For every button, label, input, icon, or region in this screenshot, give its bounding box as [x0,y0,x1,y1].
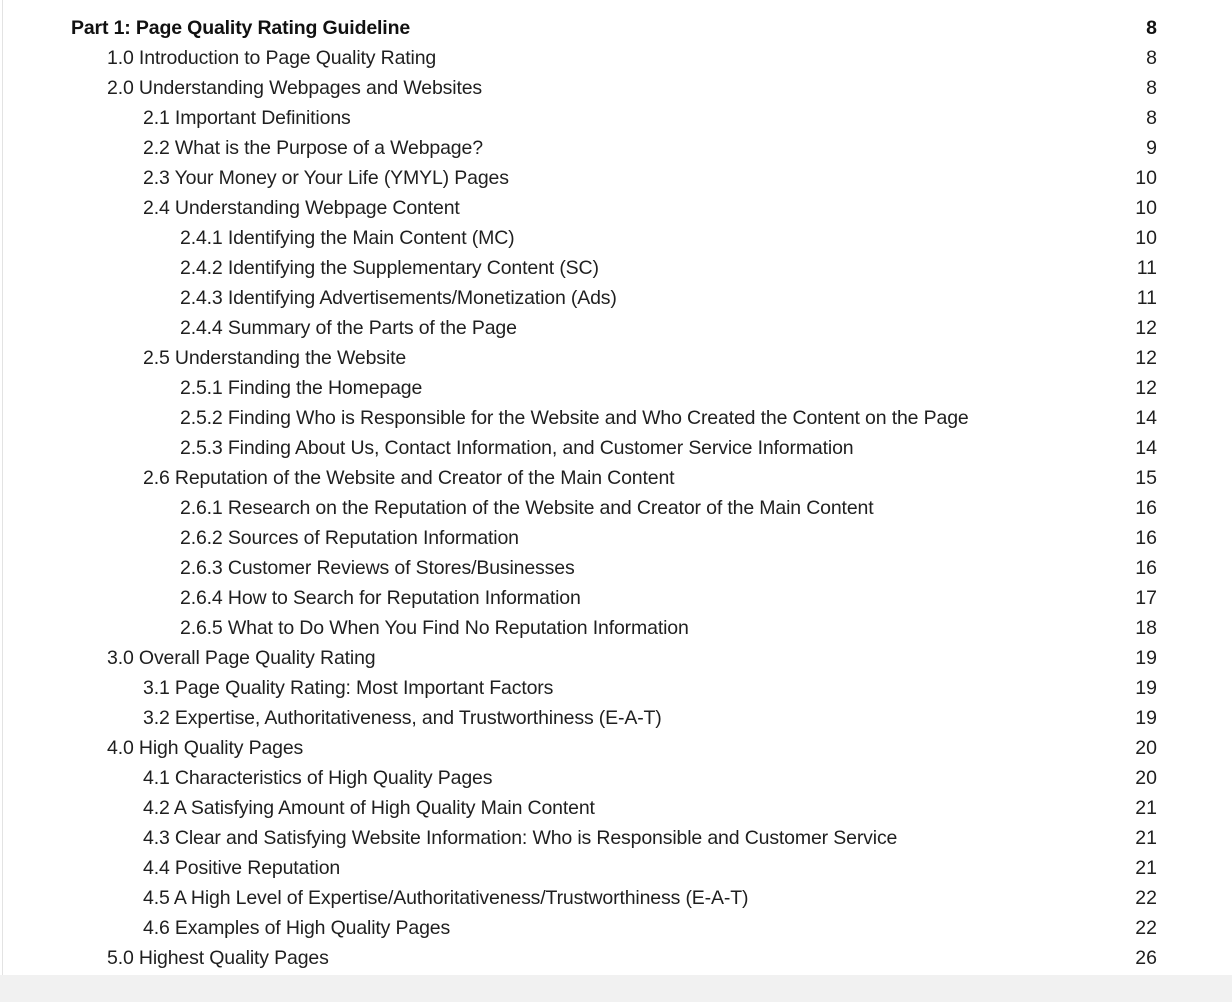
toc-entry-5-0[interactable] [0,943,1232,973]
toc-entry-page: 12 [1135,377,1157,399]
toc-entry-3-1[interactable] [0,673,1232,703]
toc-entry-3-2[interactable] [0,703,1232,733]
toc-entry-part-1[interactable] [0,13,1232,43]
toc-entry-title: 1.0 Introduction to Page Quality Rating [107,47,437,69]
toc-entry-title: 2.3 Your Money or Your Life (YMYL) Pages [143,167,509,189]
toc-entry-page: 11 [1136,287,1157,309]
toc-entry-page: 26 [1135,947,1157,969]
toc-entry-2-1[interactable] [0,103,1232,133]
toc-entry-page: 21 [1135,797,1157,819]
toc-entry-page: 15 [1135,467,1157,489]
toc-entry-2-4[interactable] [0,193,1232,223]
toc-entry-title: Part 1: Page Quality Rating Guideline [71,17,411,39]
toc-entry-title: 4.4 Positive Reputation [143,857,341,879]
toc-entry-2-5-2[interactable] [0,403,1232,433]
toc-entry-page: 22 [1135,917,1157,939]
toc-entry-page: 8 [1146,47,1157,69]
toc-entry-2-6-1[interactable] [0,493,1232,523]
toc-entry-2-5-1[interactable] [0,373,1232,403]
toc-entry-page: 12 [1135,317,1157,339]
toc-entry-page: 19 [1135,647,1157,669]
toc-entry-page: 10 [1135,167,1157,189]
toc-entry-2-6-3[interactable] [0,553,1232,583]
viewer-background [0,975,1232,1002]
toc-entry-page: 12 [1135,347,1157,369]
toc-entry-title: 2.6.2 Sources of Reputation Information [180,527,519,549]
toc-entry-page: 11 [1136,257,1157,279]
toc-entry-title: 2.6.1 Research on the Reputation of the Website and Creator of the Main Content [180,497,874,519]
toc-entry-page: 17 [1135,587,1157,609]
toc-entry-title: 4.5 A High Level of Expertise/Authoritativeness/Trustworthiness (E-A-T) [143,887,749,909]
toc-entry-page: 14 [1135,437,1157,459]
toc-entry-3-0[interactable] [0,643,1232,673]
toc-entry-2-6-5[interactable] [0,613,1232,643]
toc-entry-page: 16 [1135,557,1157,579]
toc-entry-4-3[interactable] [0,823,1232,853]
toc-entry-title: 2.4.3 Identifying Advertisements/Monetization (Ads) [180,287,617,309]
toc-entry-4-5[interactable] [0,883,1232,913]
toc-entry-title: 2.5.3 Finding About Us, Contact Information, and Customer Service Information [180,437,854,459]
toc-entry-2-6[interactable] [0,463,1232,493]
toc-entry-4-6[interactable] [0,913,1232,943]
toc-entry-4-2[interactable] [0,793,1232,823]
toc-entry-1-0[interactable] [0,43,1232,73]
toc-entry-page: 20 [1135,767,1157,789]
toc-entry-title: 2.4 Understanding Webpage Content [143,197,460,219]
toc-entry-page: 10 [1135,197,1157,219]
toc-entry-4-0[interactable] [0,733,1232,763]
toc-entry-title: 2.6.3 Customer Reviews of Stores/Businesses [180,557,575,579]
toc-entry-title: 4.0 High Quality Pages [107,737,304,759]
toc-entry-page: 20 [1135,737,1157,759]
toc-entry-title: 4.6 Examples of High Quality Pages [143,917,451,939]
toc-entry-title: 3.0 Overall Page Quality Rating [107,647,376,669]
toc-entry-page: 10 [1135,227,1157,249]
toc-entry-4-1[interactable] [0,763,1232,793]
toc-entry-title: 2.6 Reputation of the Website and Creator of the Main Content [143,467,675,489]
toc-entry-2-4-1[interactable] [0,223,1232,253]
toc-entry-title: 2.5.2 Finding Who is Responsible for the Website and Who Created the Content on the Page [180,407,969,429]
toc-entry-title: 4.3 Clear and Satisfying Website Information: Who is Responsible and Customer Service [143,827,898,849]
toc-entry-2-5[interactable] [0,343,1232,373]
toc-entry-title: 2.1 Important Definitions [143,107,351,129]
toc-entry-title: 4.1 Characteristics of High Quality Pages [143,767,493,789]
toc-entry-2-5-3[interactable] [0,433,1232,463]
toc-entry-2-6-2[interactable] [0,523,1232,553]
toc-entry-title: 2.0 Understanding Webpages and Websites [107,77,483,99]
toc-entry-2-4-2[interactable] [0,253,1232,283]
toc-entry-page: 19 [1135,707,1157,729]
toc-entry-2-4-3[interactable] [0,283,1232,313]
toc-entry-2-4-4[interactable] [0,313,1232,343]
toc-entry-page: 8 [1146,17,1157,39]
toc-entry-title: 2.5 Understanding the Website [143,347,407,369]
toc-entry-title: 2.4.2 Identifying the Supplementary Content (SC) [180,257,599,279]
toc-entry-title: 2.6.4 How to Search for Reputation Information [180,587,581,609]
toc-entry-page: 21 [1135,857,1157,879]
toc-entry-4-4[interactable] [0,853,1232,883]
toc-entry-page: 22 [1135,887,1157,909]
toc-entry-title: 3.1 Page Quality Rating: Most Important Factors [143,677,554,699]
toc-entry-page: 9 [1146,137,1157,159]
toc-entry-page: 14 [1135,407,1157,429]
toc-entry-title: 2.2 What is the Purpose of a Webpage? [143,137,483,159]
toc-entry-2-6-4[interactable] [0,583,1232,613]
toc-entry-page: 8 [1146,107,1157,129]
toc-entry-page: 18 [1135,617,1157,639]
toc-entry-title: 2.5.1 Finding the Homepage [180,377,423,399]
toc-entry-title: 5.0 Highest Quality Pages [107,947,329,969]
toc-entry-2-0[interactable] [0,73,1232,103]
toc-entry-title: 2.4.1 Identifying the Main Content (MC) [180,227,515,249]
toc-entry-page: 16 [1135,497,1157,519]
toc-entry-title: 3.2 Expertise, Authoritativeness, and Trustworthiness (E-A-T) [143,707,662,729]
toc-entry-page: 19 [1135,677,1157,699]
toc-entry-title: 2.6.5 What to Do When You Find No Reputation Information [180,617,689,639]
toc-entry-page: 21 [1135,827,1157,849]
toc-entry-2-2[interactable] [0,133,1232,163]
table-of-contents [0,13,1232,973]
toc-entry-2-3[interactable] [0,163,1232,193]
toc-entry-title: 4.2 A Satisfying Amount of High Quality Main Content [143,797,595,819]
toc-entry-page: 16 [1135,527,1157,549]
toc-entry-title: 2.4.4 Summary of the Parts of the Page [180,317,517,339]
toc-entry-page: 8 [1146,77,1157,99]
